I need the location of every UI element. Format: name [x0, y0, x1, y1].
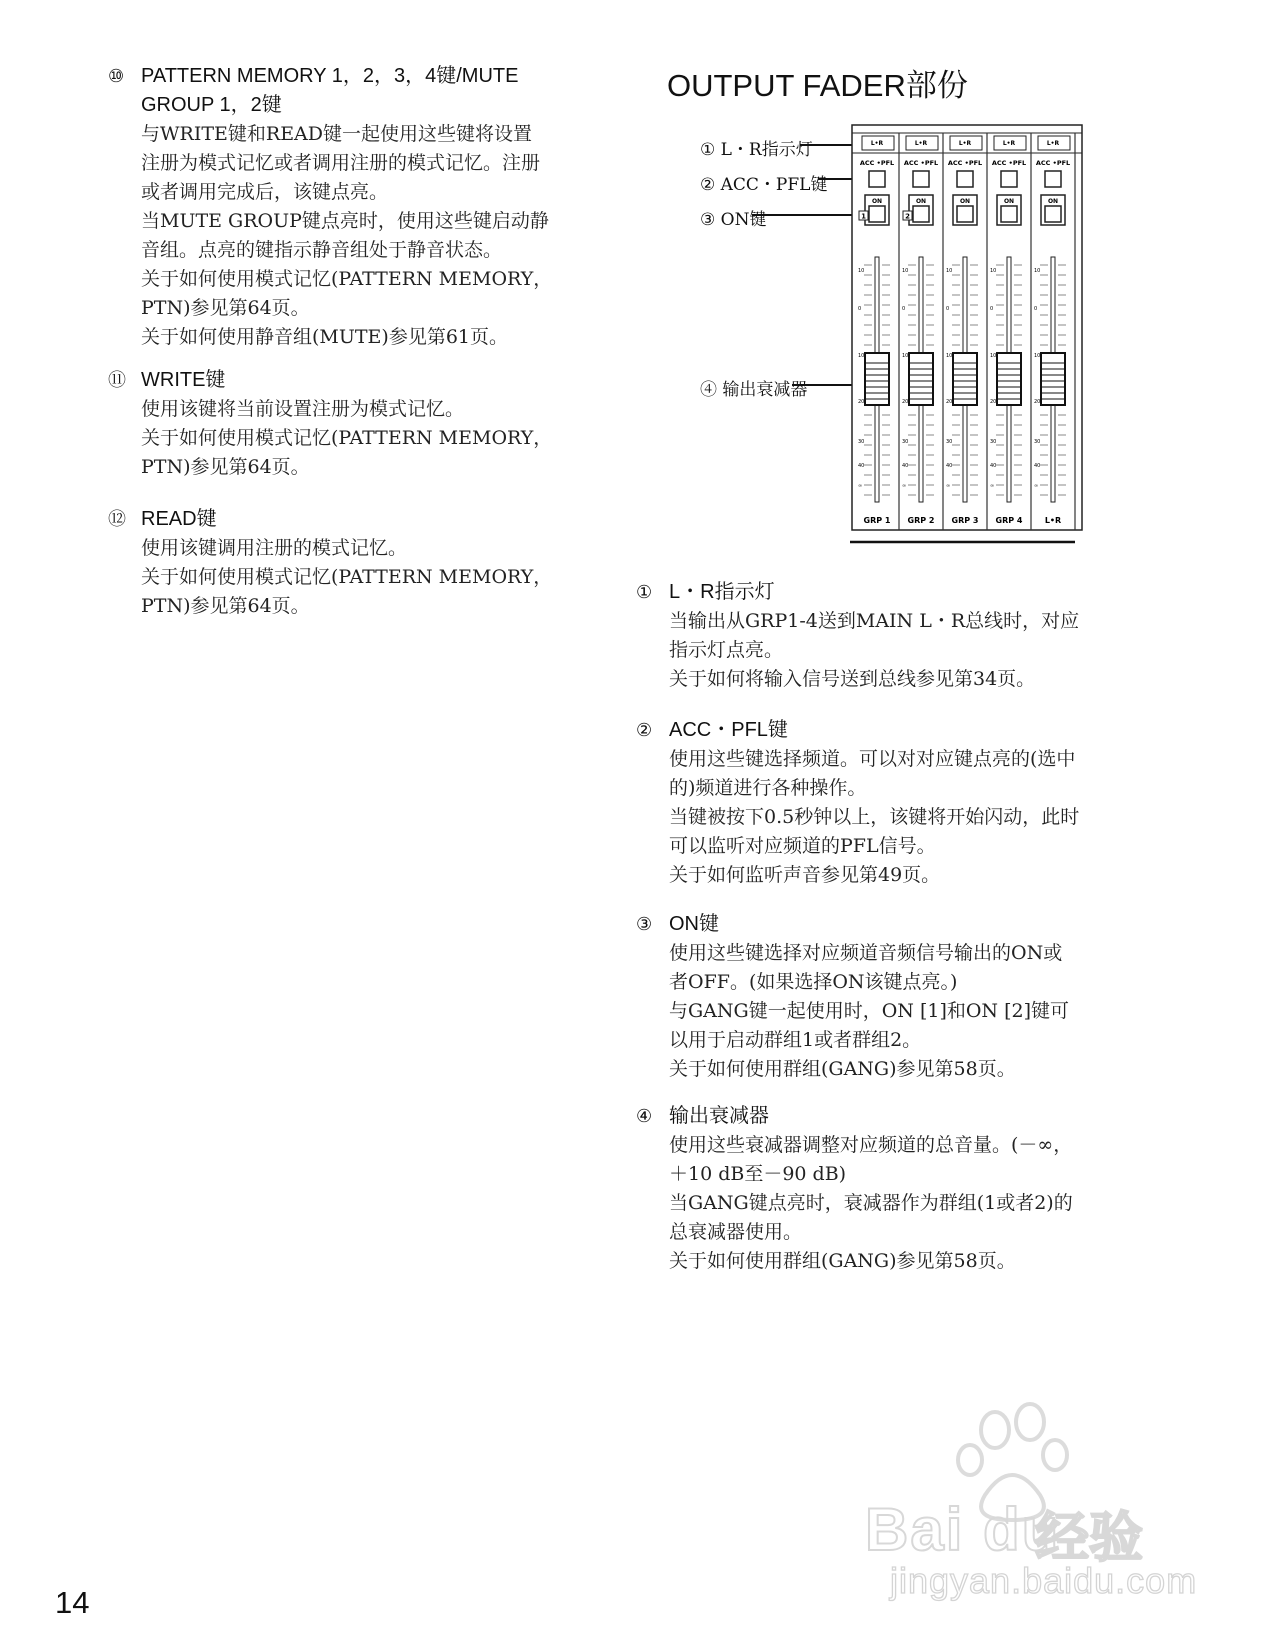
- on-key-label: ON: [871, 198, 883, 205]
- strip-label: GRP 1: [863, 516, 891, 525]
- on-key-label: ON: [915, 198, 927, 205]
- item-number: ⑪: [108, 370, 126, 390]
- scale-mark-label: 0: [1034, 306, 1038, 312]
- scale-mark-label: 0: [902, 306, 906, 312]
- item-heading: GROUP 1，2键: [141, 94, 282, 116]
- strip-label: GRP 4: [995, 516, 1023, 525]
- scale-mark-label: 10: [858, 268, 865, 274]
- item-10: [108, 62, 608, 352]
- scale-mark-label: 10: [1034, 268, 1041, 274]
- fader-knob: [953, 353, 977, 405]
- fader-knob: [1041, 353, 1065, 405]
- body-line: 使用这些键选择对应频道音频信号输出的ON或: [669, 942, 1063, 964]
- body-line: 使用该键调用注册的模式记忆。: [141, 537, 408, 559]
- scale-mark-label: 10: [902, 353, 909, 359]
- item-number: ⑩: [108, 66, 125, 86]
- on-key: [869, 206, 885, 222]
- fader-knob: [997, 353, 1021, 405]
- on-key-label: ON: [1003, 198, 1015, 205]
- scale-mark-label: 40: [990, 463, 997, 469]
- callout-lr-indicator: ① L・R指示灯: [700, 140, 813, 160]
- scale-mark-label: ∞: [858, 483, 863, 489]
- item-number: ③: [636, 914, 653, 934]
- scale-mark-label: ∞: [990, 483, 995, 489]
- scale-mark-label: 40: [902, 463, 909, 469]
- body-line: 指示灯点亮。: [669, 639, 784, 661]
- body-line: 关于如何使用模式记忆(PATTERN MEMORY，: [141, 268, 553, 290]
- strip-label: GRP 2: [907, 516, 935, 525]
- body-line: 与WRITE键和READ键一起使用这些键将设置: [141, 123, 533, 145]
- on-key-label: ON: [1047, 198, 1059, 205]
- body-line: 当键被按下0.5秒钟以上，该键将开始闪动，此时: [669, 806, 1080, 828]
- scale-mark-label: ∞: [902, 483, 907, 489]
- watermark-brand-cn: 经验: [1035, 1506, 1143, 1569]
- output-fader-figure: [700, 125, 1120, 555]
- scale-mark-label: 0: [858, 306, 862, 312]
- scale-mark-label: 10: [946, 353, 953, 359]
- item-3: [636, 910, 1207, 1084]
- scale-mark-label: ∞: [1034, 483, 1039, 489]
- on-key: [957, 206, 973, 222]
- fader-knob: [865, 353, 889, 405]
- item-number: ④: [636, 1106, 653, 1126]
- item-12: [108, 505, 608, 621]
- scale-mark-label: 30: [990, 439, 997, 445]
- acc-pfl-key: [913, 171, 929, 187]
- item-1: [636, 578, 1207, 694]
- acc-pfl-label: ACC •PFL: [859, 159, 895, 167]
- acc-pfl-label: ACC •PFL: [991, 159, 1027, 167]
- body-line: PTN)参见第64页。: [141, 297, 310, 319]
- scale-mark-label: 10: [902, 268, 909, 274]
- acc-pfl-key: [869, 171, 885, 187]
- body-line: PTN)参见第64页。: [141, 456, 310, 478]
- scale-mark-label: 10: [946, 268, 953, 274]
- scale-mark-label: 0: [946, 306, 950, 312]
- body-line: 与GANG键一起使用时，ON [1]和ON [2]键可: [669, 1000, 1070, 1022]
- scale-mark-label: 30: [902, 439, 909, 445]
- strip-label: GRP 3: [951, 516, 979, 525]
- body-line: 关于如何使用模式记忆(PATTERN MEMORY，: [141, 566, 553, 588]
- scale-mark-label: 30: [946, 439, 953, 445]
- item-heading: ON键: [669, 913, 719, 935]
- body-line: 关于如何监听声音参见第49页。: [669, 864, 941, 886]
- item-11: [108, 366, 608, 482]
- body-line: 关于如何使用群组(GANG)参见第58页。: [669, 1058, 1016, 1080]
- gang-mark-label: 1: [861, 212, 866, 221]
- callout-output-fader: ④ 输出衰减器: [700, 380, 808, 400]
- body-line: 当输出从GRP1-4送到MAIN L・R总线时，对应: [669, 610, 1080, 632]
- body-line: 的)频道进行各种操作。: [669, 777, 867, 799]
- item-heading: WRITE键: [141, 369, 226, 391]
- on-key: [1001, 206, 1017, 222]
- gang-mark-label: 2: [905, 212, 910, 221]
- acc-pfl-key: [1001, 171, 1017, 187]
- scale-mark-label: 40: [1034, 463, 1041, 469]
- body-line: 当MUTE GROUP键点亮时，使用这些键启动静: [141, 210, 549, 232]
- body-line: 当GANG键点亮时，衰减器作为群组(1或者2)的: [669, 1192, 1073, 1214]
- acc-pfl-label: ACC •PFL: [903, 159, 939, 167]
- acc-pfl-key: [957, 171, 973, 187]
- scale-mark-label: 0: [990, 306, 994, 312]
- body-line: 音组。点亮的键指示静音组处于静音状态。: [141, 239, 503, 261]
- callout-acc-pfl-key: ② ACC・PFL键: [700, 175, 828, 195]
- on-key: [913, 206, 929, 222]
- item-number: ⑫: [108, 509, 126, 529]
- scale-mark-label: 30: [1034, 439, 1041, 445]
- body-line: 使用这些键选择频道。可以对对应键点亮的(选中: [669, 748, 1076, 770]
- body-line: 使用该键将当前设置注册为模式记忆。: [141, 398, 465, 420]
- scale-mark-label: 10: [1034, 353, 1041, 359]
- body-line: 或者调用完成后，该键点亮。: [141, 181, 389, 203]
- body-line: 关于如何将输入信号送到总线参见第34页。: [669, 668, 1036, 690]
- scale-mark-label: 20: [1034, 399, 1041, 405]
- lr-indicator-label: L•R: [914, 140, 928, 147]
- item-number: ②: [636, 720, 653, 740]
- body-line: 关于如何使用模式记忆(PATTERN MEMORY，: [141, 427, 553, 449]
- item-number: ①: [636, 582, 653, 602]
- watermark-url: jingyan.baidu.com: [890, 1560, 1198, 1601]
- body-line: 可以监听对应频道的PFL信号。: [669, 835, 936, 857]
- page-number: 14: [55, 1585, 90, 1620]
- body-line: 关于如何使用静音组(MUTE)参见第61页。: [141, 326, 509, 348]
- scale-mark-label: 20: [946, 399, 953, 405]
- body-line: 以用于启动群组1或者群组2。: [669, 1029, 922, 1051]
- scale-mark-label: 20: [902, 399, 909, 405]
- scale-mark-label: 10: [858, 353, 865, 359]
- callout-on-key: ③ ON键: [700, 210, 767, 230]
- watermark-brand: Bai du: [865, 1496, 1061, 1563]
- scale-mark-label: 10: [990, 353, 997, 359]
- body-line: 者OFF。(如果选择ON该键点亮。): [669, 971, 958, 993]
- fader-diagram: [700, 125, 1120, 555]
- scale-mark-label: 20: [990, 399, 997, 405]
- body-line: 注册为模式记忆或者调用注册的模式记忆。注册: [141, 152, 541, 174]
- body-line: 关于如何使用群组(GANG)参见第58页。: [669, 1250, 1016, 1272]
- strip-label: L•R: [1044, 516, 1062, 525]
- lr-indicator-label: L•R: [958, 140, 972, 147]
- lr-indicator-label: L•R: [870, 140, 884, 147]
- item-2: [636, 716, 1207, 890]
- item-heading: READ键: [141, 508, 217, 530]
- scale-mark-label: 40: [858, 463, 865, 469]
- body-line: PTN)参见第64页。: [141, 595, 310, 617]
- fader-knob: [909, 353, 933, 405]
- on-key: [1045, 206, 1061, 222]
- acc-pfl-key: [1045, 171, 1061, 187]
- item-heading: 输出衰减器: [669, 1105, 769, 1127]
- on-key-label: ON: [959, 198, 971, 205]
- scale-mark-label: 30: [858, 439, 865, 445]
- acc-pfl-label: ACC •PFL: [947, 159, 983, 167]
- scale-mark-label: 20: [858, 399, 865, 405]
- body-line: 使用这些衰减器调整对应频道的总音量。(－∞，: [669, 1134, 1073, 1156]
- lr-indicator-label: L•R: [1046, 140, 1060, 147]
- scale-mark-label: 40: [946, 463, 953, 469]
- item-heading: L・R指示灯: [669, 581, 775, 603]
- scale-mark-label: 10: [990, 268, 997, 274]
- item-heading: PATTERN MEMORY 1，2，3，4键/MUTE: [141, 65, 519, 87]
- acc-pfl-label: ACC •PFL: [1035, 159, 1071, 167]
- body-line: 总衰减器使用。: [669, 1221, 803, 1243]
- item-heading: ACC・PFL键: [669, 719, 788, 741]
- section-title: OUTPUT FADER部份: [667, 68, 968, 103]
- scale-mark-label: ∞: [946, 483, 951, 489]
- lr-indicator-label: L•R: [1002, 140, 1016, 147]
- body-line: ＋10 dB至－90 dB): [669, 1163, 847, 1185]
- item-4: [636, 1102, 1207, 1276]
